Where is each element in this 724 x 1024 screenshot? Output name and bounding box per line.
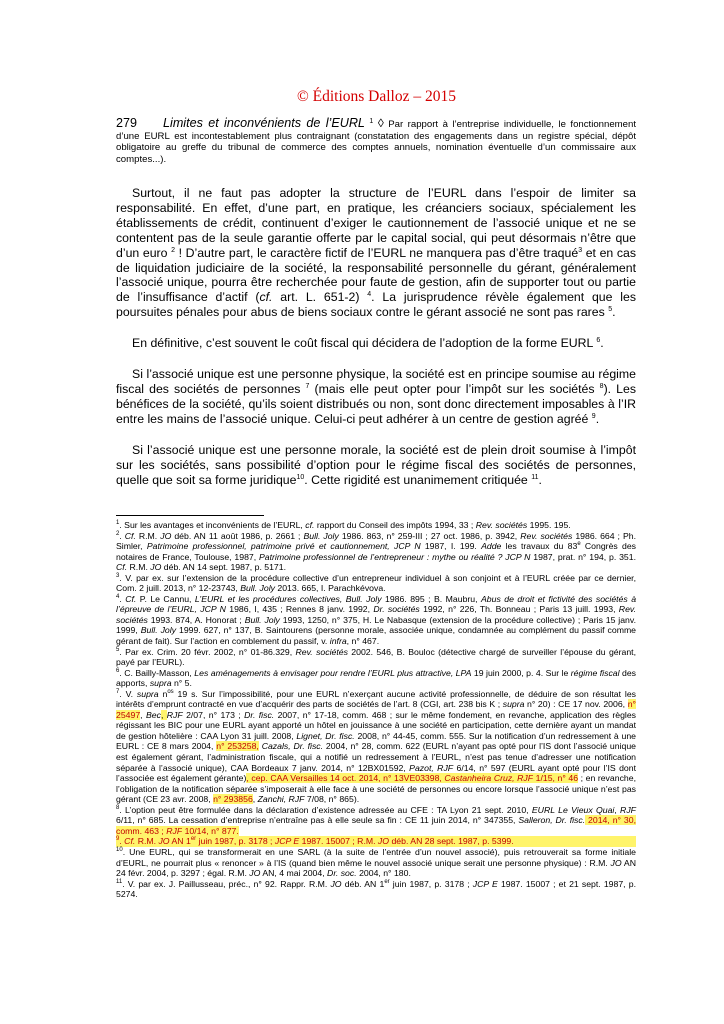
footnote-ref[interactable]: 10 [296, 473, 305, 481]
footnote-ref[interactable]: 7 [305, 382, 310, 390]
highlighted-text: n° 25497 [116, 699, 636, 720]
highlighted-text: , cep. CAA Versailles 14 oct. 2014, n° 13VE03398, [246, 773, 445, 784]
footnotes [116, 520, 636, 900]
highlighted-text: 10/14, n° 877. [182, 825, 239, 836]
footnote: $^9$. Cf. R.M. JO AN 1er juin 1987, p. 3178 ; JCP E 1987. 15007 ; R.M. JO déb. AN 28 sept. 1987, p. 5399. [116, 836, 636, 847]
footnote-ref[interactable]: 9 [591, 412, 596, 420]
highlighted-text: Castanheira Cruz, RJF [444, 773, 534, 784]
intro-text: Par rapport à l’entreprise individuelle, le fonctionnement d’une EURL est incontestablement plus contraignant (constatation des engagements dans un registre spécial, dépôt obligatoire au greffe du tribunal de commerce des comptes annuels, nomination éventuelle d’un commissaire aux comptes...). [116, 119, 637, 165]
footnote-ref[interactable]: 4 [367, 291, 372, 299]
highlighted-text: n° 253258, [216, 741, 259, 752]
footnote: $^8$. L’option peut être formulée dans la déclaration d’existence adressée au CFE : TA Lyon 21 sept. 2010, EURL Le Vieux Quai, RJF 6/11, n° 685. La cessation d’entreprise n’entraîne pas à elle seule sa fin : CE 11 juin 2014, n° 347355, Salleron, Dr. fisc. 2014, n° 30, comm. 463 ; RJF 10/14, n° 877. [116, 804, 636, 836]
section-intro [116, 118, 636, 165]
footnote: $^2$. Cf. R.M. JO déb. AN 11 août 1986, p. 2661 ; Bull. Joly 1986. 863, n° 259-III ; 27 oct. 1986, p. 3942, Rev. sociétés 1986. 664 ; Ph. Simler, Patrimoine professionnel, patrimoine privé et cautionnement, JCP N 1987, I. 199. Adde les travaux du 83e Congrès des notaires de France, Toulouse, 1987, Patrimoine professionnel de l’entrepreneur : mythe ou réalité ? JCP N 1987, prat. n° 194, p. 351. Cf. R.M. JO déb. AN 14 sept. 1987, p. 5171. [116, 530, 637, 573]
highlighted-text: 1/15, n° 46 [533, 773, 579, 784]
highlighted-text: 2014, n° 30, comm. 463 ; [116, 815, 636, 836]
bullet-mark: ◊ [377, 116, 384, 130]
footnote: $^1$. Sur les avantages et inconvénients de l’EURL, cf. rapport du Conseil des impôts 1994, 33 ; Rev. sociétés 1995. 195. [116, 520, 571, 530]
copyright-text: © Éditions Dalloz – 2015 [296, 88, 456, 105]
footnote: $^3$. V. par ex. sur l’extension de la procédure collective d’un entrepreneur individuel à son conjoint et à l’EURL créée par ce dernier, Com. 2 juill. 2013, n° 12-23743, Bull. Joly 2013. 665, I. Parachkévova. [116, 572, 636, 594]
footnote: $^5$. Par ex. Crim. 20 févr. 2002, n° 01-86.329, Rev. sociétés 2002. 546, B. Bouloc (détective chargé de surveiller l’épouse du gérant, payé par l’EURL). [116, 646, 636, 668]
footnote: $^6$. C. Bailly-Masson, Les aménagements à envisager pour rendre l’EURL plus attractive, LPA 19 juin 2000, p. 4. Sur le régime fiscal des apports, supra n° 5. [116, 667, 637, 689]
paragraph: En définitive, c’est souvent le coût fiscal qui décidera de l’adoption de la forme EURL $^6$. [132, 336, 604, 351]
highlighted-text: n° 293856 [213, 794, 253, 805]
footnote-ref[interactable]: 11 [531, 473, 539, 481]
main-body [116, 186, 636, 503]
footnote: $^{10}$. Une EURL, qui se transformerait en une SARL (à la suite de l’entrée d’un nouvel associé), puis retrouverait sa forme initiale d’EURL, ne pourrait plus « renoncer » à l’IS (quand bien même le nouvel associé unique serait une personne physique) : R.M. JO AN 24 févr. 2004, p. 3297 ; égal. R.M. JO AN, 4 mai 2004, Dr. soc. 2004, n° 180. [116, 846, 636, 879]
section-title: Limites et inconvénients de l’EURL [163, 116, 365, 130]
copyright-header [0, 88, 724, 106]
footnote: $^4$. Cf. P. Le Cannu, L’EURL et les procédures collectives, Bull. Joly 1986. 895 ; B. Maubru, Abus de droit et fictivité des sociétés à l’épreuve de l’EURL, JCP N 1986, I, 435 ; Rennes 8 janv. 1992, Dr. sociétés 1992, n° 226, Th. Bonneau ; Paris 13 juill. 1993, Rev. sociétés 1993. 874, A. Honorat ; Bull. Joly 1993, 1250, n° 375, H. Le Nabasque (extension de la procédure collective) ; Paris 15 janv. 1999, Bull. Joly 1999. 627, n° 137, B. Saintourens (personne morale, associée unique, condamnée au complément du passif comme gérant de fait). Sur l’action en comblement du passif, v. infra, n° 467. [116, 593, 637, 647]
footnote-ref[interactable]: 6 [596, 337, 601, 345]
paragraph: Surtout, il ne faut pas adopter la structure de l’EURL dans l’espoir de limiter sa responsabilité. En effet, d’une part, en pratique, les créanciers sociaux, spécialement les établissements de crédit, continuent d’exiger le cautionnement de l’associé unique et ne se contentent pas de la seule garantie offerte par le capital social, qui peut désormais n’être que d’un euro $^2$ ! D’autre part, le caractère fictif de l’EURL ne manquera pas d’être traqué$^3$ et en cas de liquidation judiciaire de la société, la responsabilité personnelle du gérant, généralement l’associé unique, pourra être recherchée pour faute de gestion, afin de supporter tout ou partie de l’insuffisance d’actif (cf. art. L. 651-2) $^4$. La jurisprudence révèle également que les poursuites pénales pour abus de biens sociaux contre le gérant associé ne sont pas rares $^5$. [116, 186, 637, 320]
footnote-separator [116, 515, 264, 516]
footnote-ref[interactable]: 3 [578, 246, 583, 254]
footnote-ref[interactable]: 5 [608, 306, 613, 314]
footnote: $^{11}$. V. par ex. J. Paillusseau, préc., n° 92. Rappr. R.M. JO déb. AN 1er juin 1987, p. 3178 ; JCP E 1987. 15007 ; et 21 sept. 1987, p. 5274. [116, 878, 636, 900]
paragraph: Si l’associé unique est une personne morale, la société est de plein droit soumise à l’impôt sur les sociétés, sans possibilité d’option pour le régime fiscal des sociétés de personnes, quelle que soit sa forme juridique$^{10}$. Cette rigidité est unanimement critiquée $^{11}$. [116, 442, 636, 487]
paragraph: Si l’associé unique est une personne physique, la société est en principe soumise au régime fiscal des sociétés de personnes $^7$ (mais elle peut opter pour l’impôt sur les sociétés $^8$). Les bénéfices de la société, qu’ils soient distribués ou non, sont donc directement imposables à l’IR entre les mains de l’associé unique. Celui-ci peut adhérer à un centre de gestion agréé $^9$. [116, 367, 636, 426]
section-number: 279 [116, 116, 138, 130]
highlighted-text: RJF [166, 825, 183, 836]
footnote-ref[interactable]: 1 [369, 117, 374, 125]
footnote: $^7$. V. supra $n^{os}$ 19 s. Sur l’impossibilité, pour une EURL n’exerçant aucune activité professionnelle, de déduire de son résultat les intérêts d’emprunt contracté en vue d’acquérir des parts de sociétés de l’art. 8 (CGI, art. 238 bis K ; supra n° 20) : CE 17 nov. 2006, n° 25497, Bec, RJF 2/07, n° 173 ; Dr. fisc. 2007, n° 17-18, comm. 468 ; sur le même fondement, en revanche, application des règles régissant les BIC pour une EURL ayant apporté un hôtel en jouissance à une société en participation, cette dernière ayant un mandat de gestion hôtelière : CAA Lyon 31 juill. 2008, Lignet, Dr. fisc. 2008, n° 44-45, comm. 555. Sur la notification d’un redressement à une EURL : CE 8 mars 2004, n° 253258, Cazals, Dr. fisc. 2004, n° 28, comm. 622 (EURL n’ayant pas opté pour l’IS dont l’associé unique est également gérant, l’administration fiscale, qui a notifié un redressement à l’EURL, n’est pas tenue d’adresser une notification séparée à l’associé unique), CAA Bordeaux 7 janv. 2014, n° 12BX01592, Pazot, RJF 6/14, n° 597 (EURL ayant opté pour l’IS dont l’associée est également gérante), cep. CAA Versailles 14 oct. 2014, n° 13VE03398, Castanheira Cruz, RJF 1/15, n° 46 ; en revanche, l’obligation de la notification séparée s’imposerait à elle face à une société de personnes ou encore lorsque l’associé unique n’est pas gérant (CE 23 avr. 2008, n° 293856, Zanchi, RJF 7/08, n° 865). [116, 688, 637, 805]
footnote-ref[interactable]: 8 [599, 382, 604, 390]
footnote-ref[interactable]: 2 [171, 246, 175, 254]
